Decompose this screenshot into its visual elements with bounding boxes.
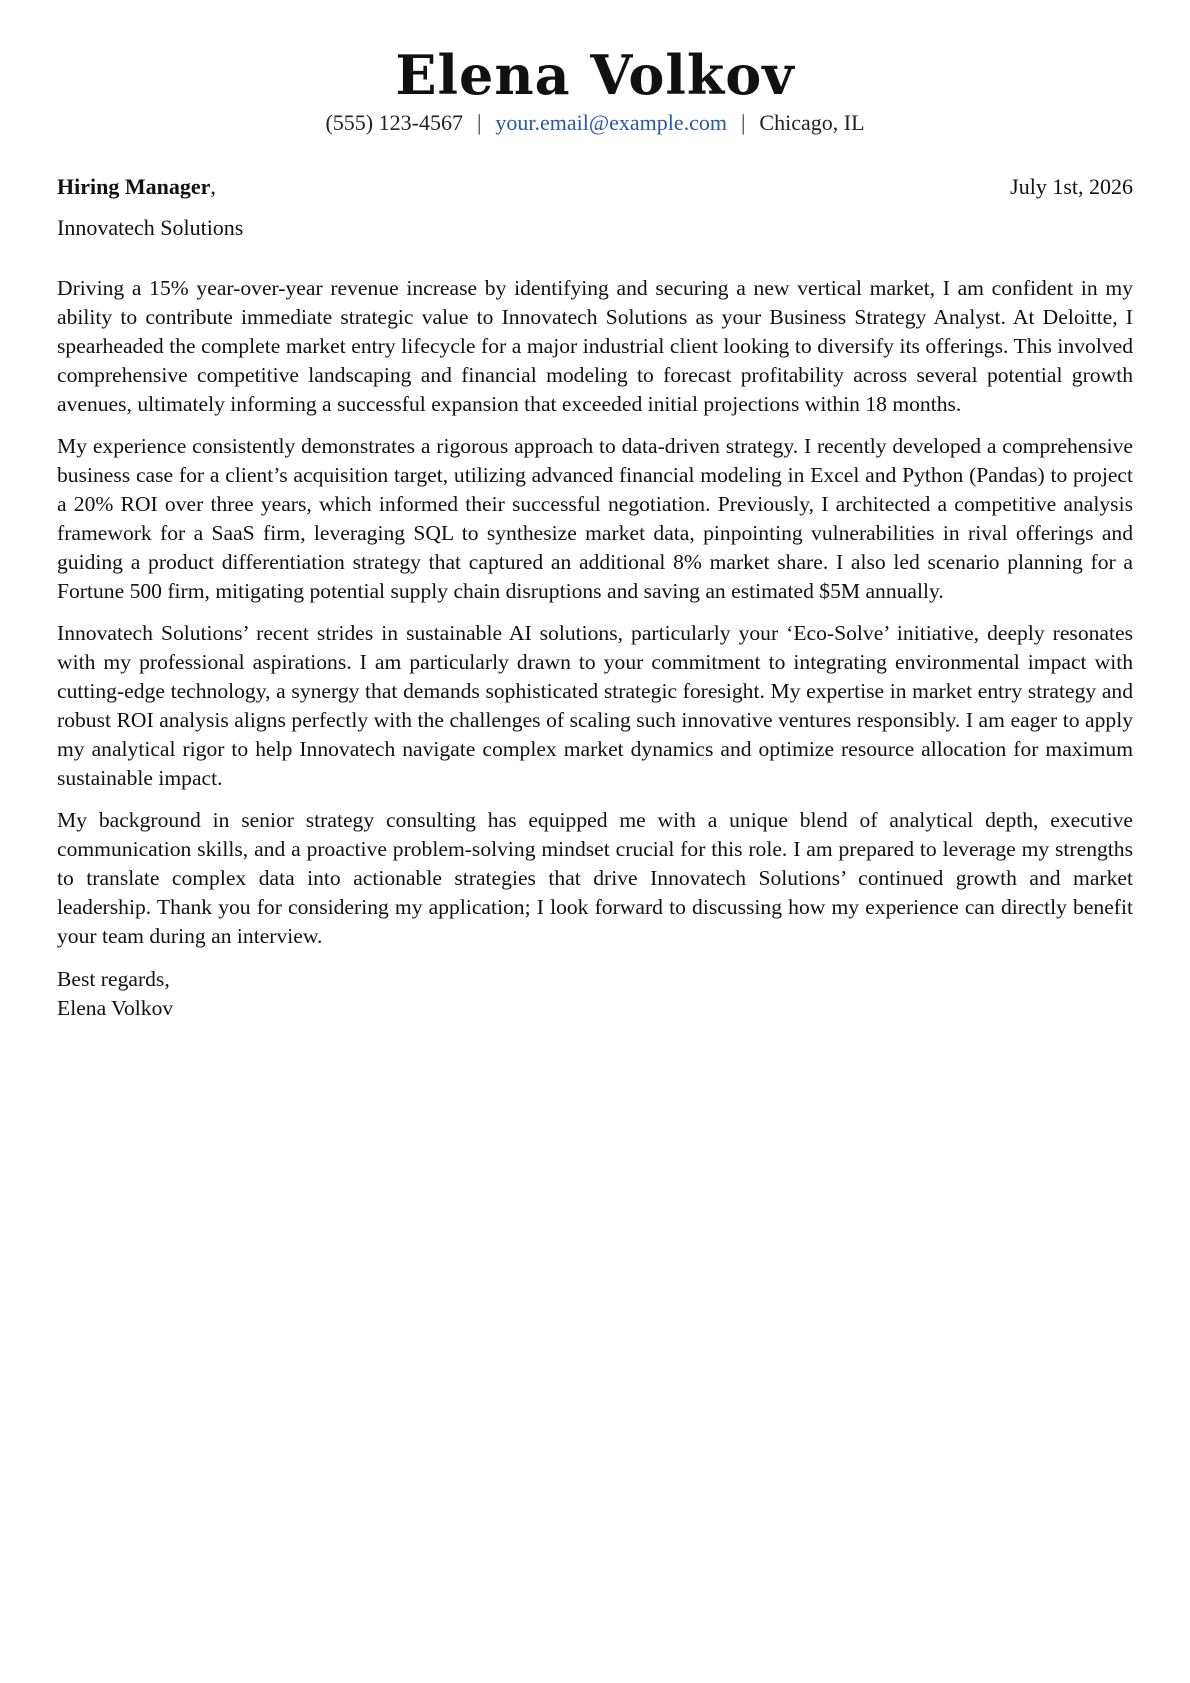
location: Chicago, IL: [759, 110, 865, 135]
body-paragraph: My experience consistently demonstrates a rigorous approach to data-driven strategy. I recently developed a comprehensive business case for a client’s acquisition target, utilizing advanced financial modeling in Excel and Python (Pandas) to project a 20% ROI over three years, which informed their successful negotiation. Previously, I architected a competitive analysis framework for a SaaS firm, leveraging SQL to synthesize market data, pinpointing vulnerabilities in rival offerings and guiding a product differentiation strategy that captured an additional 8% market share. I also led scenario planning for a Fortune 500 firm, mitigating potential supply chain disruptions and saving an estimated $5M annually.: [57, 434, 1133, 603]
company-name: Innovatech Solutions: [57, 215, 244, 240]
body-paragraph: Innovatech Solutions’ recent strides in sustainable AI solutions, particularly your ‘Eco-Solve’ initiative, deeply resonates with my professional aspirations. I am particularly drawn to your commitment to integrating environmental impact with cutting-edge technology, a synergy that demands sophisticated strategic foresight. My expertise in market entry strategy and robust ROI analysis aligns perfectly with the challenges of scaling such innovative ventures responsibly. I am eager to apply my analytical rigor to help Innovatech navigate complex market dynamics and optimize resource allocation for maximum sustainable impact.: [57, 621, 1133, 790]
contact-separator: |: [741, 110, 746, 135]
letter-body: [57, 274, 1133, 951]
recipient-title: Hiring Manager: [57, 174, 211, 199]
recipient-line: [57, 172, 216, 202]
body-paragraph: Driving a 15% year-over-year revenue increase by identifying and securing a new vertical market, I am confident in my ability to contribute immediate strategic value to Innovatech Solutions as your Business Strategy Analyst. At Deloitte, I spearheaded the complete market entry lifecycle for a major industrial client looking to diversify its offerings. This involved comprehensive competitive landscaping and financial modeling to forecast profitability across several potential growth avenues, ultimately informing a successful expansion that exceeded initial projections within 18 months.: [57, 276, 1133, 416]
letter-header: [57, 0, 1133, 138]
phone-number: (555) 123-4567: [325, 110, 463, 135]
recipient-date-row: [57, 172, 1133, 202]
body-paragraph: My background in senior strategy consulting has equipped me with a unique blend of analytical depth, executive communication skills, and a proactive problem-solving mindset crucial for this role. I am prepared to leverage my strengths to translate complex data into actionable strategies that drive Innovatech Solutions’ continued growth and market leadership. Thank you for considering my application; I look forward to discussing how my experience can directly benefit your team during an interview.: [57, 808, 1133, 948]
cover-letter-page: [57, 0, 1133, 1023]
letter-closing: [57, 965, 1133, 1023]
closing-phrase: Best regards,: [57, 967, 170, 991]
letter-date: July 1st, 2026: [1010, 174, 1133, 199]
contact-line: [57, 108, 1133, 138]
email-link[interactable]: your.email@example.com: [495, 110, 728, 135]
applicant-name: Elena Volkov: [395, 43, 795, 107]
recipient-suffix: ,: [210, 174, 216, 199]
signature-name: Elena Volkov: [57, 996, 174, 1020]
contact-separator: |: [476, 110, 482, 135]
